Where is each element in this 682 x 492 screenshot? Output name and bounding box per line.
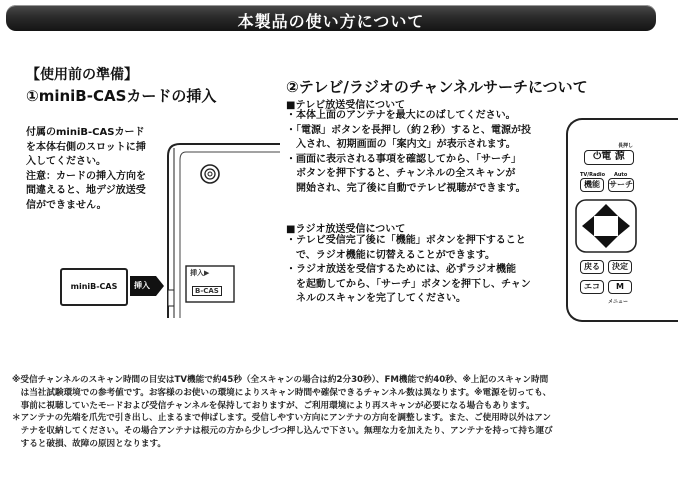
remote-control: [566, 118, 678, 322]
radio-line: ネルのスキャンを完了してください。: [286, 293, 466, 305]
tv-line: 入され、初期画面の「案内文」が表示されます。: [286, 139, 516, 151]
menu-label: メニュー: [608, 299, 629, 305]
note-line: ※受信チャンネルのスキャン時間の目安はTV機能で約45秒（全スキャンの場合は約2分30秒）、FM機能で約40秒、※上記のスキャン時間: [12, 375, 549, 385]
tv-section-title: ■テレビ放送受信について: [286, 100, 406, 111]
slot-insert-label: 挿入▶: [190, 269, 210, 277]
card-instructions: [26, 126, 166, 214]
enter-button[interactable]: 決定: [608, 260, 632, 274]
section-heading-preparation: 【使用前の準備】: [26, 67, 138, 83]
long-press-label: 長押し: [618, 143, 634, 149]
search-button[interactable]: サーチ: [608, 178, 634, 192]
instruction-line: 信ができません。: [26, 199, 107, 211]
note-line: ＊アンテナの先端を爪先で引き出し、止まるまで伸ばします。受信しやすい方向にアンテナの方向を調整します。また、ご使用時以外はアン: [12, 413, 552, 424]
instruction-line: 付属のminiB-CASカード: [26, 127, 145, 138]
dpad[interactable]: [574, 198, 638, 254]
card-label: miniB-CAS: [70, 282, 118, 291]
tv-line: ・画面に表示される事項を確認してから、「サーチ」: [286, 153, 521, 165]
function-button[interactable]: 機能: [580, 178, 604, 192]
tv-line: ・「電源」ボタンを長押し（約２秒）すると、電源が投: [286, 124, 531, 136]
tv-line: ・本体上面のアンテナを最大にのばしてください。: [286, 110, 516, 121]
section-heading-channel-search: ②テレビ/ラジオのチャンネルサーチについて: [286, 78, 588, 96]
power-label: 電 源: [601, 151, 625, 162]
note-line: テナを収納してください。その場合アンテナは根元の方から少しづつ押し込んで下さい。無理な力を加えたり、アンテナを持って持ち運び: [12, 426, 553, 437]
insert-arrow-label: 挿入: [134, 281, 150, 290]
footnotes: [12, 374, 677, 451]
note-line: すると破損、故障の原因となります。: [12, 438, 167, 449]
m-button[interactable]: M: [608, 280, 632, 294]
back-button[interactable]: 戻る: [580, 260, 604, 274]
instruction-line: 入してください。: [26, 156, 106, 168]
tv-line: 開始され、完了後に自動でテレビ視聴ができます。: [286, 182, 526, 194]
instruction-line: 注意：カードの挿入方向を: [26, 170, 146, 182]
note-line: 事前に視聴していたモードおよび受信チャンネルを保持しておりますが、ご利用環境により再スキャンが必要になる場合もあります。: [12, 400, 535, 411]
instruction-line: 間違えると、地デジ放送受: [26, 185, 146, 197]
minib-cas-card: [60, 268, 128, 306]
power-icon: ⏻: [593, 151, 602, 162]
auto-label: Auto: [614, 172, 628, 178]
note-line: は当社試験環境での参考値です。お客様のお使いの環境によりスキャン時間や確保できるチャンネル数は異なります。※電源を切っても、: [12, 387, 552, 398]
radio-line: ・テレビ受信完了後に「機能」ボタンを押下すること: [286, 235, 526, 246]
tv-radio-label: TV/Radio: [580, 172, 606, 178]
section-heading-card-insert: ①miniB-CASカードの挿入: [26, 87, 217, 105]
insert-arrow: [130, 274, 164, 298]
radio-line: で、ラジオ機能に切替えることができます。: [286, 249, 495, 261]
radio-section-title: ■ラジオ放送受信について: [286, 224, 406, 235]
radio-instructions: [286, 234, 566, 307]
instruction-line: を本体右側のスロットに挿: [26, 141, 146, 153]
eco-button[interactable]: エコ: [580, 280, 604, 294]
page-title: 本製品の使い方について: [237, 12, 425, 31]
tv-line: ボタンを押下すると、チャンネルの全スキャンが: [286, 168, 516, 180]
radio-line: ・ラジオ放送を受信するためには、必ずラジオ機能: [286, 264, 516, 276]
tv-instructions: [286, 109, 566, 197]
slot-card-label: B-CAS: [192, 286, 222, 296]
power-button[interactable]: [584, 150, 634, 165]
radio-line: を起動してから、「サーチ」ボタンを押下し、チャン: [286, 278, 531, 290]
header-banner: [6, 5, 656, 31]
